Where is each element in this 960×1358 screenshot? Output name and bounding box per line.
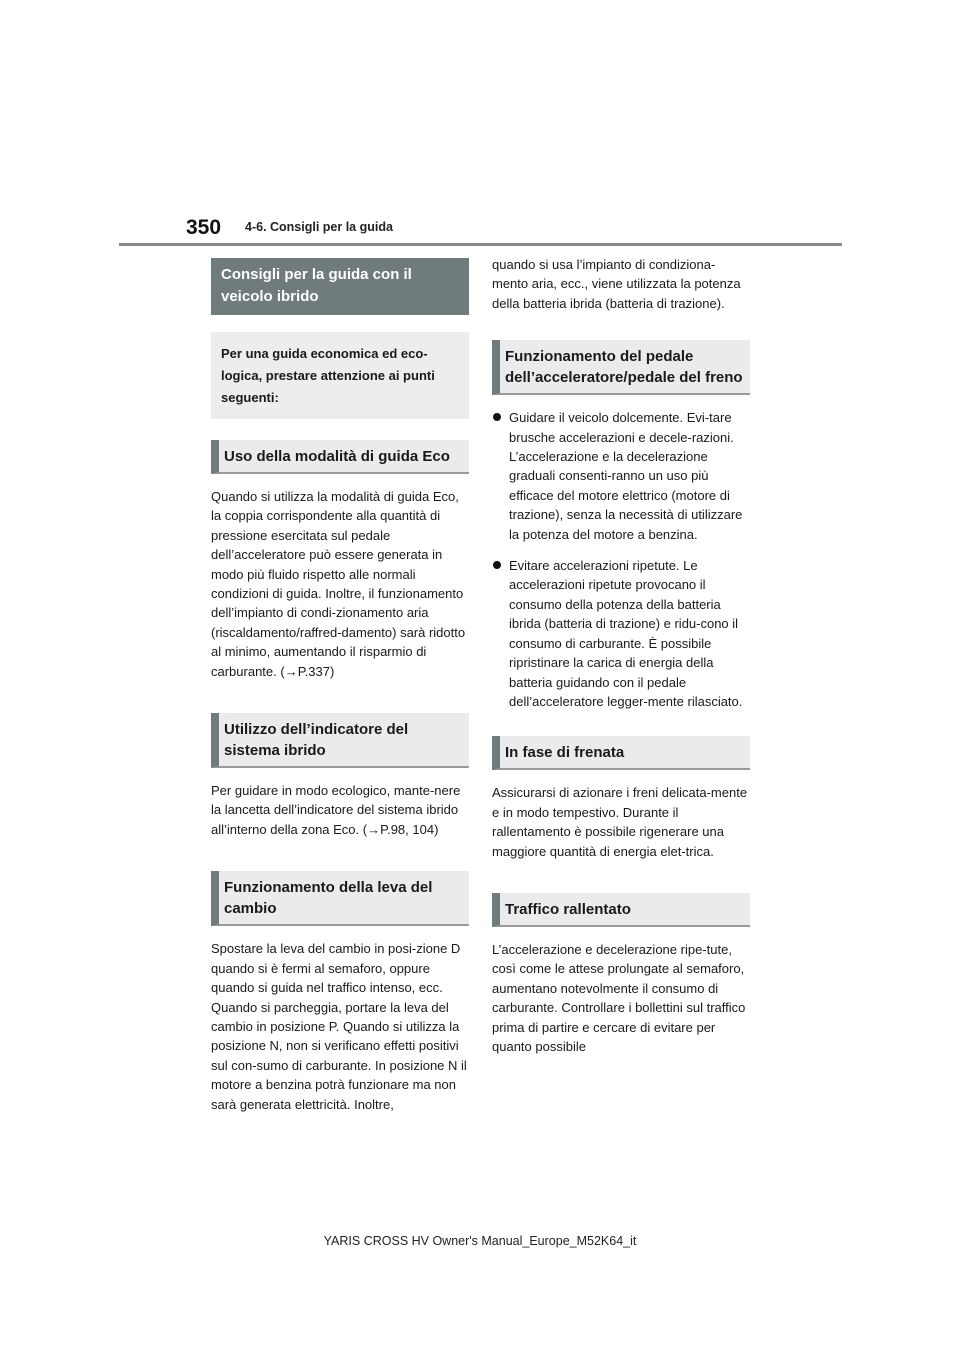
footer-manual-id: YARIS CROSS HV Owner's Manual_Europe_M52K64_it [323, 1234, 637, 1248]
paragraph-eco-mode: Quando si utilizza la modalità di guida Eco, la coppia corrispondente alla quantità di pressione esercitata sul pedale dell’acceleratore può essere generata in modo più fluido rispetto alle normali condizioni di guida. Inoltre, il funzionamento dell’impianto di condi-zionamento aria (riscaldamento/raffred-damento) sarà ridotto al minimo, aumentando il risparmio di carburante. (→P.337) [211, 489, 466, 679]
page-number: 350 [186, 216, 222, 239]
intro-note: Per una guida economica ed eco-logica, prestare attenzione ai punti seguenti: [211, 332, 469, 419]
bullet-text: Evitare accelerazioni ripetute. Le accelerazioni ripetute provocano il consumo della potenza della batteria ibrida (batteria di trazione) e ridu-cono il consumo di carburante. È possibile ripristinare la carica di energia della batteria guidando con il pedale dell’acceleratore legger-mente rilasciato. [509, 558, 743, 709]
heading-braking: In fase di frenata [492, 736, 750, 770]
heading-shift-lever: Funzionamento della leva del cambio [211, 871, 469, 926]
bullet-icon [493, 561, 501, 569]
left-column [211, 258, 469, 1114]
heading-traffic: Traffico rallentato [492, 893, 750, 927]
bullet-icon [493, 413, 501, 421]
section-reference: 4-6. Consigli per la guida [245, 220, 393, 234]
heading-eco-mode: Uso della modalità di guida Eco [211, 440, 469, 474]
heading-hybrid-indicator: Utilizzo dell’indicatore del sistema ibrido [211, 713, 469, 768]
bullet-item [492, 556, 750, 711]
paragraph-shift-lever: Spostare la leva del cambio in posi-zione D quando si è fermi al semaforo, oppure quando si guida nel traffico intenso, ecc. Quando si parcheggia, portare la leva del cambio in posizione P. Quando si utilizza la posizione N, non si verificano effetti positivi sul con-sumo di carburante. In posizione N il motore a benzina potrà funzionare ma non sarà generata elettricità. Inoltre, [211, 941, 467, 1112]
paragraph-braking: Assicurarsi di azionare i freni delicata-mente e in modo tempestivo. Durante il rallentamento è possibile rigenerare una maggiore quantità di energia elet-trica. [492, 785, 748, 859]
paragraph-continuation: quando si usa l’impianto di condiziona-mento aria, ecc., viene utilizzata la potenza della batteria ibrida (batteria di trazione). [492, 257, 741, 311]
paragraph-traffic: L’accelerazione e decelerazione ripe-tute, così come le attese prolungate al semaforo, aumentano notevolmente il consumo di carburante. Controllare i bollettini sul traffico prima di partire e cercare di evitare per quanto possibile [492, 941, 746, 1054]
header-divider [119, 243, 842, 246]
bullet-item [492, 408, 750, 544]
bullet-text: Guidare il veicolo dolcemente. Evi-tare brusche accelerazioni e decele-razioni. L’accelerazione e la decelerazione graduali consenti-ranno un uso più efficace del motore elettrico (motore di trazione), senza la necessità di utilizzare la potenza del motore a benzina. [509, 410, 743, 542]
right-column [492, 255, 750, 1056]
heading-pedals: Funzionamento del pedale dell’acceleratore/pedale del freno [492, 340, 750, 395]
section-title: Consigli per la guida con il veicolo ibrido [211, 258, 469, 315]
paragraph-hybrid-indicator: Per guidare in modo ecologico, mante-nere la lancetta dell’indicatore del sistema ibrido all’interno della zona Eco. (→P.98, 104) [211, 783, 461, 837]
